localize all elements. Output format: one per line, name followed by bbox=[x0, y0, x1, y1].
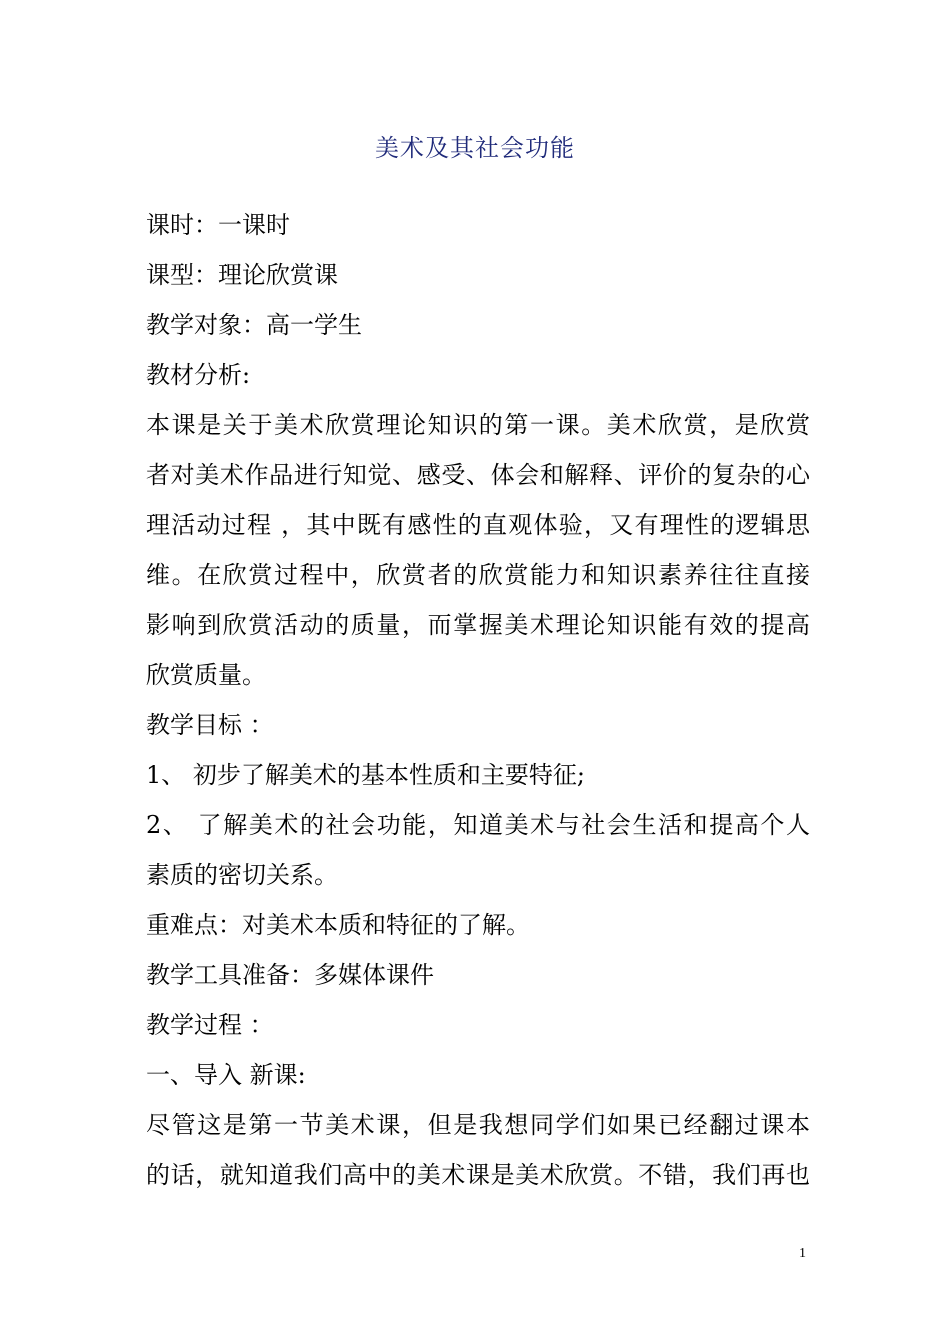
text-line-intro-heading: 一、导入 新课: bbox=[146, 1061, 306, 1089]
text-line-goal-2: 2、 了解美术的社会功能，知道美术与社会生活和提高个人 bbox=[146, 811, 810, 839]
text-line-material-3: 理活动过程 ，其中既有感性的直观体验，又有理性的逻辑思 bbox=[146, 511, 810, 539]
text-line-material-4: 维。在欣赏过程中，欣赏者的欣赏能力和知识素养往往直接 bbox=[146, 561, 810, 589]
text-line-material-1: 本课是关于美术欣赏理论知识的第一课。美术欣赏，是欣赏 bbox=[146, 411, 810, 439]
text-line-material-5: 影响到欣赏活动的质量，而掌握美术理论知识能有效的提高 bbox=[146, 611, 810, 639]
text-line-material-6: 欣赏质量。 bbox=[146, 661, 266, 689]
text-line-goal-2-cont: 素质的密切关系。 bbox=[146, 861, 338, 889]
text-line-process-heading: 教学过程 ： bbox=[146, 1011, 274, 1039]
text-line-material-heading: 教材分析: bbox=[146, 361, 251, 389]
text-line-intro-2: 的话，就知道我们高中的美术课是美术欣赏。不错，我们再也 bbox=[146, 1161, 810, 1189]
text-line-material-2: 者对美术作品进行知觉、感受、体会和解释、评价的复杂的心 bbox=[146, 461, 810, 489]
page-number: 1 bbox=[799, 1246, 806, 1261]
text-line-audience: 教学对象：高一学生 bbox=[146, 311, 362, 339]
text-line-goals-heading: 教学目标 ： bbox=[146, 711, 274, 739]
text-line-tools: 教学工具准备：多媒体课件 bbox=[146, 961, 434, 989]
document-body bbox=[146, 200, 810, 1200]
text-line-lesson-type: 课型：理论欣赏课 bbox=[146, 261, 338, 289]
text-line-class-hours: 课时：一课时 bbox=[146, 211, 290, 239]
document-title: 美术及其社会功能 bbox=[375, 134, 575, 162]
text-line-key-points: 重难点：对美术本质和特征的了解。 bbox=[146, 911, 530, 939]
text-line-intro-1: 尽管这是第一节美术课，但是我想同学们如果已经翻过课本 bbox=[146, 1111, 810, 1139]
text-line-goal-1: 1、 初步了解美术的基本性质和主要特征; bbox=[146, 761, 585, 789]
